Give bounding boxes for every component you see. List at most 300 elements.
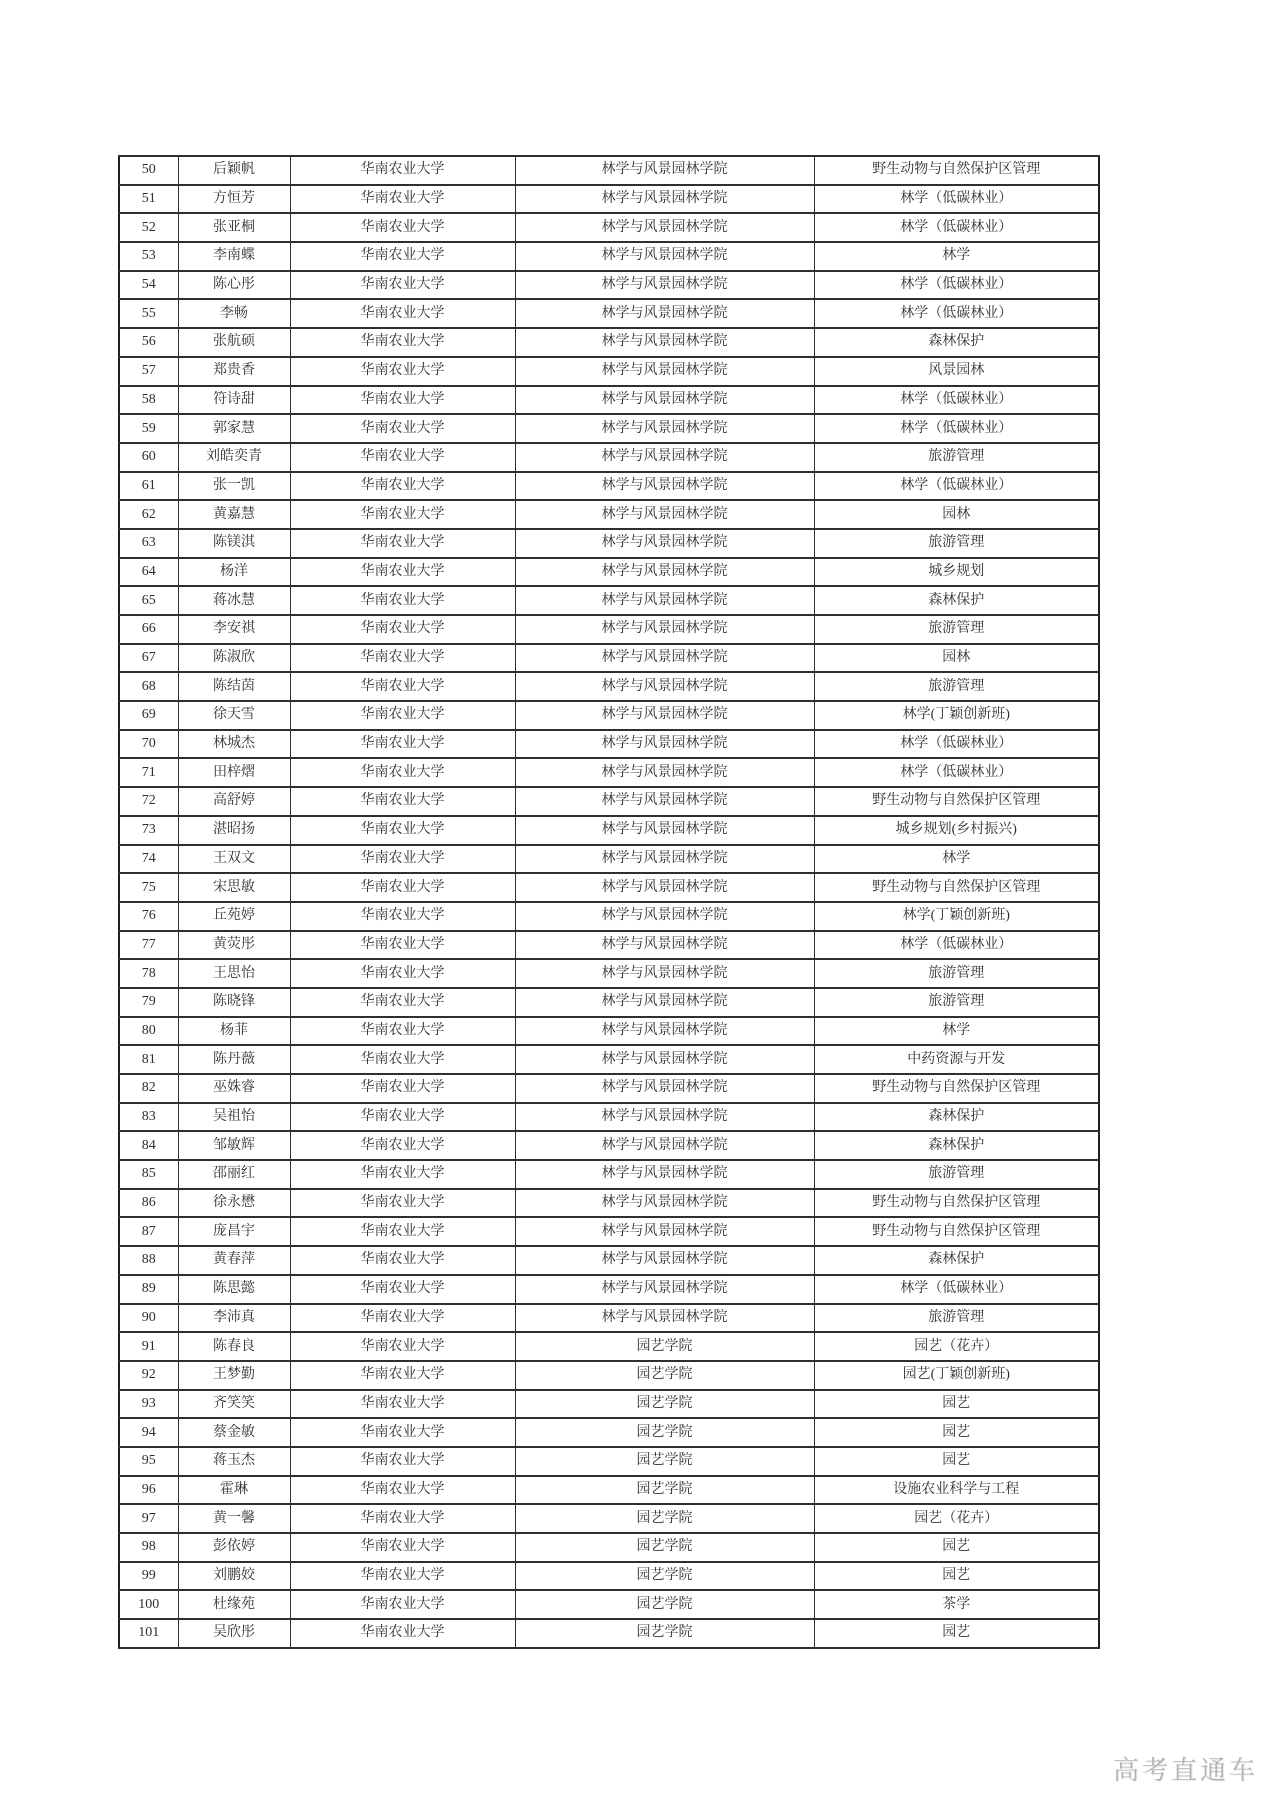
cell-college: 林学与风景园林学院 [515,1017,814,1046]
table-row [119,1332,1099,1361]
table-row [119,988,1099,1017]
cell-major: 野生动物与自然保护区管理 [814,1217,1099,1246]
cell-student-name: 林城杰 [178,730,290,759]
table-row [119,787,1099,816]
cell-college: 林学与风景园林学院 [515,414,814,443]
cell-row-number: 79 [119,988,178,1017]
cell-major: 园艺（花卉） [814,1504,1099,1533]
table-row [119,443,1099,472]
cell-university: 华南农业大学 [290,185,515,214]
cell-student-name: 陈镁淇 [178,529,290,558]
cell-row-number: 68 [119,672,178,701]
cell-university: 华南农业大学 [290,558,515,587]
cell-college: 林学与风景园林学院 [515,386,814,415]
table-row [119,1103,1099,1132]
cell-major: 林学（低碳林业） [814,758,1099,787]
cell-college: 林学与风景园林学院 [515,644,814,673]
cell-university: 华南农业大学 [290,1533,515,1562]
cell-college: 林学与风景园林学院 [515,988,814,1017]
cell-college: 园艺学院 [515,1418,814,1447]
cell-row-number: 69 [119,701,178,730]
table-row [119,672,1099,701]
cell-university: 华南农业大学 [290,873,515,902]
cell-university: 华南农业大学 [290,1275,515,1304]
table-row [119,1074,1099,1103]
cell-college: 林学与风景园林学院 [515,529,814,558]
cell-major: 城乡规划 [814,558,1099,587]
cell-college: 林学与风景园林学院 [515,1074,814,1103]
cell-major: 林学（低碳林业） [814,213,1099,242]
table-row [119,1160,1099,1189]
cell-student-name: 王双文 [178,845,290,874]
cell-major: 园艺 [814,1418,1099,1447]
cell-university: 华南农业大学 [290,758,515,787]
table-row [119,242,1099,271]
cell-college: 园艺学院 [515,1447,814,1476]
cell-major: 野生动物与自然保护区管理 [814,873,1099,902]
cell-major: 林学（低碳林业） [814,931,1099,960]
cell-university: 华南农业大学 [290,1246,515,1275]
cell-major: 林学（低碳林业） [814,1275,1099,1304]
cell-university: 华南农业大学 [290,644,515,673]
cell-university: 华南农业大学 [290,902,515,931]
table-row [119,816,1099,845]
table-row [119,758,1099,787]
cell-student-name: 郭家慧 [178,414,290,443]
cell-major: 森林保护 [814,1246,1099,1275]
table-row [119,1017,1099,1046]
cell-university: 华南农业大学 [290,1447,515,1476]
cell-university: 华南农业大学 [290,414,515,443]
cell-university: 华南农业大学 [290,1074,515,1103]
cell-university: 华南农业大学 [290,816,515,845]
cell-student-name: 蔡金敏 [178,1418,290,1447]
cell-major: 园艺 [814,1390,1099,1419]
cell-row-number: 94 [119,1418,178,1447]
cell-major: 林学（低碳林业） [814,730,1099,759]
cell-row-number: 91 [119,1332,178,1361]
cell-university: 华南农业大学 [290,1562,515,1591]
table-row [119,615,1099,644]
cell-row-number: 54 [119,271,178,300]
cell-row-number: 88 [119,1246,178,1275]
cell-university: 华南农业大学 [290,386,515,415]
cell-major: 林学（低碳林业） [814,271,1099,300]
cell-student-name: 李沛真 [178,1304,290,1333]
cell-row-number: 95 [119,1447,178,1476]
table-row [119,472,1099,501]
cell-row-number: 81 [119,1045,178,1074]
table-row [119,873,1099,902]
cell-university: 华南农业大学 [290,1590,515,1619]
cell-row-number: 71 [119,758,178,787]
table-row [119,213,1099,242]
table-row [119,1504,1099,1533]
cell-row-number: 83 [119,1103,178,1132]
cell-student-name: 高舒婷 [178,787,290,816]
cell-major: 林学（低碳林业） [814,299,1099,328]
cell-college: 园艺学院 [515,1332,814,1361]
cell-major: 中药资源与开发 [814,1045,1099,1074]
cell-student-name: 蒋冰慧 [178,586,290,615]
cell-university: 华南农业大学 [290,1304,515,1333]
cell-university: 华南农业大学 [290,1217,515,1246]
table-row [119,1189,1099,1218]
cell-student-name: 霍琳 [178,1476,290,1505]
table-row [119,1619,1099,1648]
cell-row-number: 82 [119,1074,178,1103]
cell-student-name: 黄一馨 [178,1504,290,1533]
cell-row-number: 53 [119,242,178,271]
cell-college: 林学与风景园林学院 [515,902,814,931]
table-row [119,701,1099,730]
cell-major: 森林保护 [814,1131,1099,1160]
cell-student-name: 邹敏辉 [178,1131,290,1160]
cell-university: 华南农业大学 [290,1332,515,1361]
cell-row-number: 60 [119,443,178,472]
cell-row-number: 56 [119,328,178,357]
cell-student-name: 黄嘉慧 [178,500,290,529]
cell-row-number: 73 [119,816,178,845]
cell-college: 林学与风景园林学院 [515,615,814,644]
cell-college: 林学与风景园林学院 [515,758,814,787]
cell-student-name: 蒋玉杰 [178,1447,290,1476]
cell-university: 华南农业大学 [290,615,515,644]
cell-row-number: 67 [119,644,178,673]
cell-major: 林学 [814,845,1099,874]
cell-university: 华南农业大学 [290,931,515,960]
cell-university: 华南农业大学 [290,472,515,501]
cell-student-name: 张一凯 [178,472,290,501]
cell-student-name: 丘苑婷 [178,902,290,931]
cell-row-number: 52 [119,213,178,242]
cell-student-name: 李安祺 [178,615,290,644]
cell-college: 林学与风景园林学院 [515,672,814,701]
cell-major: 林学(丁颖创新班) [814,701,1099,730]
cell-row-number: 93 [119,1390,178,1419]
cell-student-name: 杜缘苑 [178,1590,290,1619]
cell-major: 园艺（花卉） [814,1332,1099,1361]
cell-university: 华南农业大学 [290,988,515,1017]
cell-student-name: 湛昭扬 [178,816,290,845]
cell-major: 园艺 [814,1619,1099,1648]
cell-row-number: 85 [119,1160,178,1189]
cell-college: 林学与风景园林学院 [515,443,814,472]
cell-row-number: 80 [119,1017,178,1046]
cell-university: 华南农业大学 [290,156,515,185]
table-row [119,156,1099,185]
cell-major: 园艺 [814,1533,1099,1562]
cell-major: 林学（低碳林业） [814,472,1099,501]
cell-major: 野生动物与自然保护区管理 [814,156,1099,185]
cell-major: 野生动物与自然保护区管理 [814,1074,1099,1103]
cell-row-number: 62 [119,500,178,529]
cell-college: 林学与风景园林学院 [515,558,814,587]
cell-row-number: 66 [119,615,178,644]
cell-row-number: 76 [119,902,178,931]
cell-college: 园艺学院 [515,1361,814,1390]
cell-row-number: 75 [119,873,178,902]
cell-major: 园艺(丁颖创新班) [814,1361,1099,1390]
cell-college: 林学与风景园林学院 [515,1131,814,1160]
cell-major: 林学 [814,242,1099,271]
table-row [119,1533,1099,1562]
cell-major: 森林保护 [814,328,1099,357]
cell-major: 风景园林 [814,357,1099,386]
table-row [119,1390,1099,1419]
table-row [119,1476,1099,1505]
cell-college: 林学与风景园林学院 [515,931,814,960]
table-row [119,1045,1099,1074]
cell-student-name: 陈淑欣 [178,644,290,673]
cell-student-name: 陈结茵 [178,672,290,701]
cell-major: 森林保护 [814,586,1099,615]
table-row [119,414,1099,443]
cell-student-name: 彭依婷 [178,1533,290,1562]
cell-college: 林学与风景园林学院 [515,787,814,816]
cell-university: 华南农业大学 [290,845,515,874]
cell-college: 园艺学院 [515,1533,814,1562]
cell-student-name: 徐永懋 [178,1189,290,1218]
cell-student-name: 吴祖怡 [178,1103,290,1132]
cell-university: 华南农业大学 [290,357,515,386]
table-row [119,1246,1099,1275]
watermark: 高考直通车 [1112,1755,1258,1785]
cell-major: 园艺 [814,1447,1099,1476]
cell-row-number: 61 [119,472,178,501]
cell-university: 华南农业大学 [290,213,515,242]
cell-college: 林学与风景园林学院 [515,586,814,615]
cell-university: 华南农业大学 [290,1131,515,1160]
table-row [119,299,1099,328]
student-roster-table [118,155,1100,1649]
cell-college: 园艺学院 [515,1562,814,1591]
table-row [119,558,1099,587]
table-row [119,185,1099,214]
cell-row-number: 86 [119,1189,178,1218]
table-row [119,529,1099,558]
cell-university: 华南农业大学 [290,242,515,271]
table-row [119,931,1099,960]
cell-row-number: 78 [119,959,178,988]
table-row [119,357,1099,386]
table-row [119,1447,1099,1476]
cell-college: 林学与风景园林学院 [515,701,814,730]
cell-student-name: 陈春良 [178,1332,290,1361]
cell-college: 林学与风景园林学院 [515,242,814,271]
cell-major: 旅游管理 [814,672,1099,701]
cell-major: 园林 [814,644,1099,673]
cell-college: 林学与风景园林学院 [515,1103,814,1132]
cell-university: 华南农业大学 [290,500,515,529]
cell-college: 林学与风景园林学院 [515,1189,814,1218]
table-row [119,845,1099,874]
table-row [119,1275,1099,1304]
cell-major: 旅游管理 [814,988,1099,1017]
table-row [119,328,1099,357]
cell-student-name: 杨洋 [178,558,290,587]
cell-university: 华南农业大学 [290,959,515,988]
cell-college: 林学与风景园林学院 [515,1045,814,1074]
cell-student-name: 郑贵香 [178,357,290,386]
table-row [119,1217,1099,1246]
cell-major: 林学(丁颖创新班) [814,902,1099,931]
cell-university: 华南农业大学 [290,787,515,816]
cell-student-name: 符诗甜 [178,386,290,415]
table-row [119,902,1099,931]
cell-student-name: 刘鹏姣 [178,1562,290,1591]
cell-student-name: 张航硕 [178,328,290,357]
cell-university: 华南农业大学 [290,1390,515,1419]
cell-university: 华南农业大学 [290,701,515,730]
cell-row-number: 97 [119,1504,178,1533]
cell-college: 林学与风景园林学院 [515,213,814,242]
cell-major: 设施农业科学与工程 [814,1476,1099,1505]
cell-row-number: 92 [119,1361,178,1390]
cell-row-number: 101 [119,1619,178,1648]
cell-major: 林学 [814,1017,1099,1046]
cell-college: 林学与风景园林学院 [515,357,814,386]
cell-student-name: 宋思敏 [178,873,290,902]
table-row [119,500,1099,529]
cell-college: 林学与风景园林学院 [515,1275,814,1304]
cell-university: 华南农业大学 [290,529,515,558]
cell-student-name: 王思怡 [178,959,290,988]
table-row [119,1418,1099,1447]
cell-college: 林学与风景园林学院 [515,845,814,874]
cell-major: 林学（低碳林业） [814,386,1099,415]
cell-student-name: 李畅 [178,299,290,328]
cell-major: 茶学 [814,1590,1099,1619]
cell-student-name: 陈丹薇 [178,1045,290,1074]
cell-university: 华南农业大学 [290,730,515,759]
table-row [119,1361,1099,1390]
cell-student-name: 陈晓锋 [178,988,290,1017]
cell-university: 华南农业大学 [290,586,515,615]
cell-college: 林学与风景园林学院 [515,328,814,357]
table-row [119,730,1099,759]
table-row [119,586,1099,615]
cell-major: 野生动物与自然保护区管理 [814,787,1099,816]
cell-row-number: 74 [119,845,178,874]
cell-student-name: 田梓熠 [178,758,290,787]
table-row [119,959,1099,988]
cell-major: 旅游管理 [814,443,1099,472]
cell-university: 华南农业大学 [290,1361,515,1390]
cell-row-number: 57 [119,357,178,386]
cell-university: 华南农业大学 [290,271,515,300]
cell-college: 园艺学院 [515,1476,814,1505]
cell-row-number: 65 [119,586,178,615]
table-row [119,386,1099,415]
cell-college: 林学与风景园林学院 [515,1304,814,1333]
cell-student-name: 杨菲 [178,1017,290,1046]
cell-row-number: 59 [119,414,178,443]
cell-student-name: 后颖帆 [178,156,290,185]
cell-major: 林学（低碳林业） [814,185,1099,214]
cell-student-name: 方恒芳 [178,185,290,214]
cell-student-name: 陈思懿 [178,1275,290,1304]
cell-university: 华南农业大学 [290,1160,515,1189]
cell-student-name: 巫姝睿 [178,1074,290,1103]
cell-row-number: 87 [119,1217,178,1246]
cell-student-name: 张亚桐 [178,213,290,242]
cell-college: 林学与风景园林学院 [515,816,814,845]
cell-major: 旅游管理 [814,529,1099,558]
cell-college: 园艺学院 [515,1619,814,1648]
cell-major: 园林 [814,500,1099,529]
cell-student-name: 陈心彤 [178,271,290,300]
cell-student-name: 黄荧彤 [178,931,290,960]
cell-row-number: 51 [119,185,178,214]
cell-student-name: 王梦勤 [178,1361,290,1390]
cell-college: 园艺学院 [515,1504,814,1533]
cell-row-number: 96 [119,1476,178,1505]
cell-major: 城乡规划(乡村振兴) [814,816,1099,845]
cell-row-number: 58 [119,386,178,415]
cell-row-number: 77 [119,931,178,960]
cell-college: 林学与风景园林学院 [515,299,814,328]
cell-row-number: 90 [119,1304,178,1333]
cell-row-number: 72 [119,787,178,816]
cell-student-name: 黄春萍 [178,1246,290,1275]
cell-row-number: 50 [119,156,178,185]
cell-row-number: 100 [119,1590,178,1619]
cell-university: 华南农业大学 [290,443,515,472]
cell-college: 林学与风景园林学院 [515,1246,814,1275]
cell-major: 森林保护 [814,1103,1099,1132]
cell-university: 华南农业大学 [290,1476,515,1505]
cell-college: 园艺学院 [515,1590,814,1619]
cell-university: 华南农业大学 [290,1017,515,1046]
cell-row-number: 89 [119,1275,178,1304]
cell-university: 华南农业大学 [290,1189,515,1218]
cell-university: 华南农业大学 [290,1619,515,1648]
cell-college: 林学与风景园林学院 [515,500,814,529]
cell-student-name: 齐笑笑 [178,1390,290,1419]
cell-university: 华南农业大学 [290,1418,515,1447]
cell-college: 林学与风景园林学院 [515,271,814,300]
cell-college: 林学与风景园林学院 [515,156,814,185]
cell-row-number: 84 [119,1131,178,1160]
cell-student-name: 吴欣彤 [178,1619,290,1648]
cell-university: 华南农业大学 [290,1045,515,1074]
cell-row-number: 63 [119,529,178,558]
table-row [119,271,1099,300]
cell-student-name: 邵丽红 [178,1160,290,1189]
cell-university: 华南农业大学 [290,1103,515,1132]
table-row [119,1304,1099,1333]
cell-row-number: 98 [119,1533,178,1562]
cell-major: 野生动物与自然保护区管理 [814,1189,1099,1218]
cell-college: 林学与风景园林学院 [515,730,814,759]
cell-major: 园艺 [814,1562,1099,1591]
cell-student-name: 刘皓奕青 [178,443,290,472]
cell-major: 旅游管理 [814,1304,1099,1333]
cell-university: 华南农业大学 [290,1504,515,1533]
cell-student-name: 李南蝶 [178,242,290,271]
cell-major: 旅游管理 [814,959,1099,988]
cell-college: 林学与风景园林学院 [515,185,814,214]
cell-university: 华南农业大学 [290,328,515,357]
cell-major: 林学（低碳林业） [814,414,1099,443]
table-row [119,1131,1099,1160]
cell-row-number: 70 [119,730,178,759]
cell-university: 华南农业大学 [290,672,515,701]
cell-row-number: 55 [119,299,178,328]
cell-college: 林学与风景园林学院 [515,873,814,902]
cell-college: 林学与风景园林学院 [515,1160,814,1189]
